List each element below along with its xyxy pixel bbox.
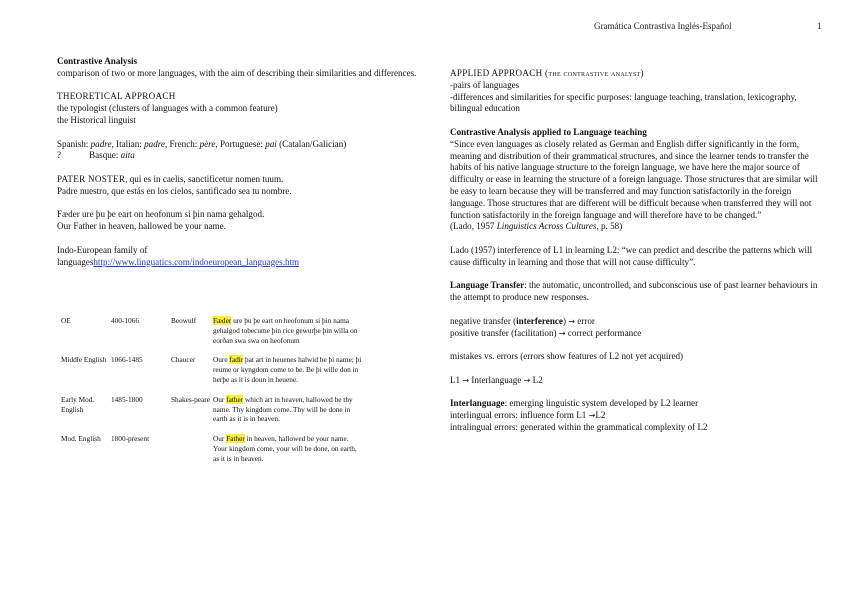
negative-transfer-line: negative transfer (interference) → error bbox=[450, 315, 595, 326]
arrow-right-icon: → bbox=[568, 316, 575, 326]
table-row: Early Mod. English 1485-1800 Shakes-peare Our father which art in heaven, hallowed be thy name. Thy kingdom come. Thy will be done in earth as it is in heaven. bbox=[61, 394, 353, 424]
faeder-oe-line: Fæder ure þu þe eart on heofonum si þin nama gehalgod. bbox=[57, 209, 265, 220]
applied-approach-title: APPLIED APPROACH (the contrastive analyst) bbox=[450, 68, 644, 78]
applied-item-1: -pairs of languages bbox=[450, 79, 520, 90]
left-column bbox=[57, 56, 435, 268]
typologist-line: the typologist (clusters of languages with a common feature) bbox=[57, 103, 278, 114]
ca-title: Contrastive Analysis bbox=[57, 56, 138, 66]
ca-language-teaching-title: Contrastive Analysis applied to Language teaching bbox=[450, 126, 647, 137]
arrow-right-icon: → bbox=[523, 375, 531, 385]
ca-definition: comparison of two or more languages, with the aim of describing their similarities and differences. bbox=[57, 67, 417, 78]
theoretical-approach-title: THEORETICAL APPROACH bbox=[57, 91, 176, 102]
padre-nuestro-spanish: Padre nuestro, que estás en los cielos, santificado sea tu nombre. bbox=[57, 185, 292, 196]
right-column bbox=[450, 68, 818, 434]
pater-noster-latin: PATER NOSTER, qui es in caelis, sanctificetur nomen tuum. bbox=[57, 173, 284, 184]
page-header-title: Gramática Contrastiva Inglés-Español bbox=[594, 21, 732, 31]
history-table bbox=[61, 316, 363, 474]
lado-interference: Lado (1957) interference of L1 in learning L2: “we can predict and describe the patterns which will cause difficulty in learning and those that will not cause difficulty”. bbox=[450, 244, 813, 267]
basque-line: ? Basque: aita bbox=[57, 150, 135, 161]
arrow-right-icon: → bbox=[462, 375, 470, 385]
table-row: Mod. English 1800-present Our Father in heaven, hallowed be your name. Your kingdom come, your will be done, on earth, as it is in heaven. bbox=[61, 434, 357, 463]
arrow-right-icon: → bbox=[588, 411, 596, 421]
lado-citation: (Lado, 1957 Linguistics Across Cultures, p. 58) bbox=[450, 221, 623, 232]
table-row: Middle English 1066-1485 Chaucer Oure fadir þat art in heuenes halwid be þi name; þi reume or kyngdom come to be. Be þi wille don in herþe as it is doun in heuene. bbox=[61, 355, 362, 384]
intralingual-errors: intralingual errors: generated within the grammatical complexity of L2 bbox=[450, 421, 708, 432]
positive-transfer-line: positive transfer (facilitation) → correct performance bbox=[450, 327, 642, 338]
page-number: 1 bbox=[817, 21, 822, 31]
father-words-line: Spanish: padre, Italian: padre, French: père, Portuguese: pai (Catalan/Galician) bbox=[57, 138, 347, 149]
interlanguage-def: Interlanguage: emerging linguistic system developed by L2 learner bbox=[450, 398, 699, 409]
arrow-right-icon: → bbox=[558, 328, 566, 338]
table-row: OE 400-1066 Beowulf Fæder ure þu þe eart on heofonum si þin nama gehalgod tobecume þin rice gewurþe þin willa on eorðan swa swa on heofonum bbox=[61, 316, 358, 345]
lado-quote: “Since even languages as closely related as German and English differ significantly in the form, meaning and distribution of their grammatical structures, and since the learner tends to transfer the habits of his native language structure to the foreign language, we have here the major source of difficulty or ease in learning the structure of a foreign language. Those structures that are similar will be easy to learn because they will be transferred and may function satisfactorily in the foreign language. Those structures that are different will be difficult because when transferred they will not function satisfactorily in the foreign language and will therefore have to be changed.” bbox=[450, 138, 818, 220]
l1-interlanguage-l2: L1 → Interlanguage → L2 bbox=[450, 374, 543, 385]
historical-line: the Historical linguist bbox=[57, 114, 136, 125]
language-transfer-def: Language Transfer: the automatic, uncontrolled, and subconscious use of past learner behaviours in the attempt to produce new responses. bbox=[450, 280, 818, 303]
applied-item-2: -differences and similarities for specific purposes: language teaching, translation, lexicography, bilingual education bbox=[450, 91, 797, 114]
our-father-line: Our Father in heaven, hallowed be your name. bbox=[57, 221, 226, 232]
indo-european-line: languageshttp://www.linguatics.com/indoeuropean_languages.htm bbox=[57, 256, 300, 267]
indo-european-title: Indo-European family of bbox=[57, 244, 148, 255]
mistakes-vs-errors: mistakes vs. errors (errors show features of L2 not yet acquired) bbox=[450, 351, 684, 362]
indo-european-link[interactable]: http://www.linguatics.com/indoeuropean_languages.htm bbox=[93, 256, 300, 267]
interlingual-errors: interlingual errors: influence form L1 →L2 bbox=[450, 410, 606, 421]
